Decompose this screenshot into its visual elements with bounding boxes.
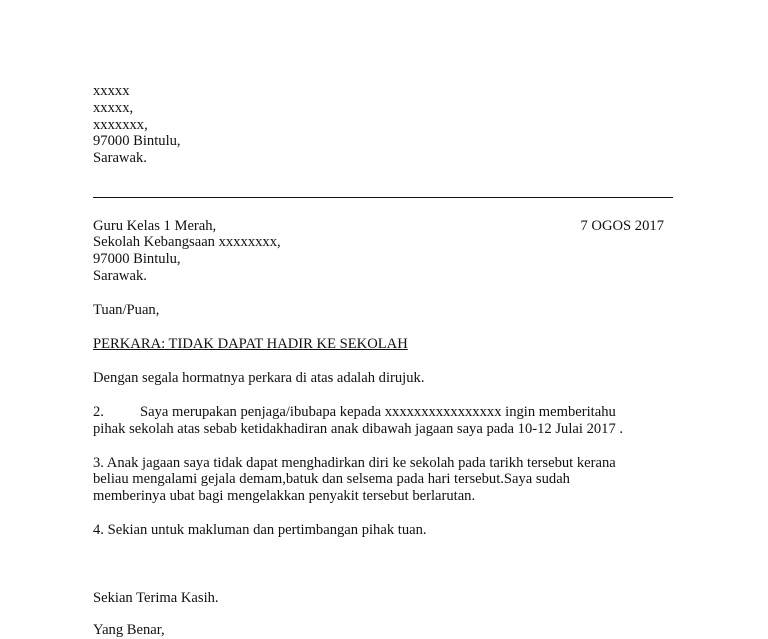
sender-line-3: xxxxxxx,	[93, 117, 148, 133]
sender-line-2: xxxxx,	[93, 100, 134, 116]
signoff-line: Yang Benar,	[93, 622, 165, 638]
divider-rule	[93, 197, 673, 198]
sender-line-4: 97000 Bintulu,	[93, 133, 181, 149]
letter-date: 7 OGOS 2017	[580, 218, 664, 234]
recipient-line-1: Guru Kelas 1 Merah,	[93, 218, 217, 234]
opening-paragraph: Dengan segala hormatnya perkara di atas adalah dirujuk.	[93, 370, 425, 386]
recipient-line-2: Sekolah Kebangsaan xxxxxxxx,	[93, 234, 281, 250]
paragraph-2-number: 2.	[93, 404, 104, 420]
paragraph-3-line-2: beliau mengalami gejala demam,batuk dan selsema pada hari tersebut.Saya sudah	[93, 471, 570, 487]
paragraph-2-text: Saya merupakan penjaga/ibubapa kepada xxxxxxxxxxxxxxxx ingin memberitahu	[140, 404, 616, 420]
sender-line-1: xxxxx	[93, 83, 130, 99]
sender-line-5: Sarawak.	[93, 150, 147, 166]
paragraph-2-line-1	[93, 404, 616, 421]
paragraph-2-line-2: pihak sekolah atas sebab ketidakhadiran anak dibawah jagaan saya pada 10-12 Julai 2017 .	[93, 421, 624, 437]
paragraph-3-line-1: 3. Anak jagaan saya tidak dapat menghadirkan diri ke sekolah pada tarikh tersebut kerana	[93, 455, 616, 471]
closing-line: Sekian Terima Kasih.	[93, 590, 219, 606]
recipient-line-4: Sarawak.	[93, 268, 147, 284]
letter-subject: PERKARA: TIDAK DAPAT HADIR KE SEKOLAH	[93, 336, 408, 352]
salutation: Tuan/Puan,	[93, 302, 160, 318]
paragraph-4: 4. Sekian untuk makluman dan pertimbangan pihak tuan.	[93, 522, 427, 538]
paragraph-3-line-3: memberinya ubat bagi mengelakkan penyakit tersebut berlarutan.	[93, 488, 476, 504]
recipient-line-3: 97000 Bintulu,	[93, 251, 181, 267]
